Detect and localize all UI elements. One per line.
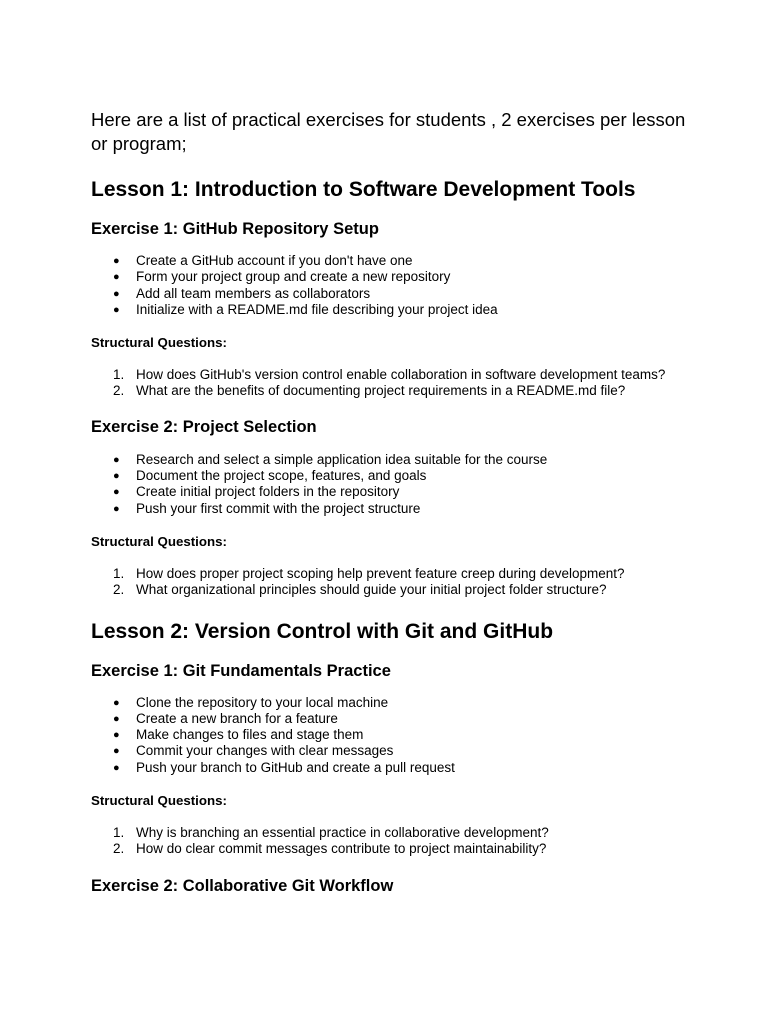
list-item: 2. What are the benefits of documenting project requirements in a README.md file?: [113, 383, 626, 399]
bullet-icon: ●: [113, 745, 120, 758]
list-item: ● Form your project group and create a new repository: [113, 269, 451, 285]
list-item: ● Push your first commit with the project structure: [113, 500, 421, 516]
bullet-icon: ●: [113, 696, 120, 709]
bullet-icon: ●: [113, 271, 120, 284]
list-item: 2. How do clear commit messages contribute to project maintainability?: [113, 841, 547, 857]
list-item: ● Initialize with a README.md file describing your project idea: [113, 301, 498, 317]
document-page: [91, 108, 691, 896]
list-item: ● Document the project scope, features, and goals: [113, 468, 427, 484]
list-item: ● Make changes to files and stage them: [113, 727, 364, 743]
list-item: 1. How does proper project scoping help prevent feature creep during development?: [113, 565, 625, 581]
bullet-icon: ●: [113, 761, 120, 774]
lesson-1-exercise-2-steps: [91, 452, 691, 517]
bullet-icon: ●: [113, 255, 120, 267]
list-item: 2. What organizational principles should guide your initial project folder structure?: [113, 582, 607, 598]
lesson-2-title: Lesson 2: Version Control with Git and GitHub: [91, 619, 554, 643]
list-item: ● Push your branch to GitHub and create a pull request: [113, 759, 455, 775]
lesson-2-exercise-1-steps: [91, 695, 691, 776]
structural-questions-label: Structural Questions:: [91, 793, 227, 809]
list-item: ● Create a GitHub account if you don't have one: [113, 253, 413, 268]
intro-paragraph: Here are a list of practical exercises for students , 2 exercises per lesson or program;: [91, 109, 686, 154]
bullet-icon: ●: [113, 453, 120, 466]
list-item: 1. How does GitHub's version control enable collaboration in software development teams?: [113, 367, 666, 383]
lesson-1-exercise-2-title: Exercise 2: Project Selection: [91, 417, 317, 436]
bullet-icon: ●: [113, 729, 120, 742]
bullet-icon: ●: [113, 712, 120, 725]
bullet-icon: ●: [113, 486, 120, 499]
lesson-1-exercise-1-title: Exercise 1: GitHub Repository Setup: [91, 220, 379, 238]
lesson-1-title: Lesson 1: Introduction to Software Development Tools: [91, 178, 636, 201]
bullet-icon: ●: [113, 287, 120, 300]
lesson-2-exercise-2-title: Exercise 2: Collaborative Git Workflow: [91, 876, 394, 895]
bullet-icon: ●: [113, 303, 120, 316]
list-item: ● Commit your changes with clear messages: [113, 743, 394, 759]
list-item: ● Research and select a simple application idea suitable for the course: [113, 451, 548, 467]
list-item: ● Add all team members as collaborators: [113, 285, 371, 301]
bullet-icon: ●: [113, 470, 120, 483]
lesson-1-exercise-2-questions: [91, 566, 691, 599]
list-item: ● Clone the repository to your local machine: [113, 694, 389, 710]
list-item: ● Create initial project folders in the repository: [113, 484, 400, 500]
lesson-1-exercise-1-questions: [91, 367, 691, 400]
bullet-icon: ●: [113, 502, 120, 515]
list-item: 1. Why is branching an essential practice in collaborative development?: [113, 825, 549, 841]
structural-questions-label: Structural Questions:: [91, 533, 227, 549]
lesson-2-exercise-1-title: Exercise 1: Git Fundamentals Practice: [91, 661, 391, 680]
lesson-1-exercise-1-steps: [91, 253, 691, 318]
list-item: ● Create a new branch for a feature: [113, 710, 338, 726]
lesson-2-exercise-1-questions: [91, 825, 691, 858]
structural-questions-label: Structural Questions:: [91, 335, 227, 351]
